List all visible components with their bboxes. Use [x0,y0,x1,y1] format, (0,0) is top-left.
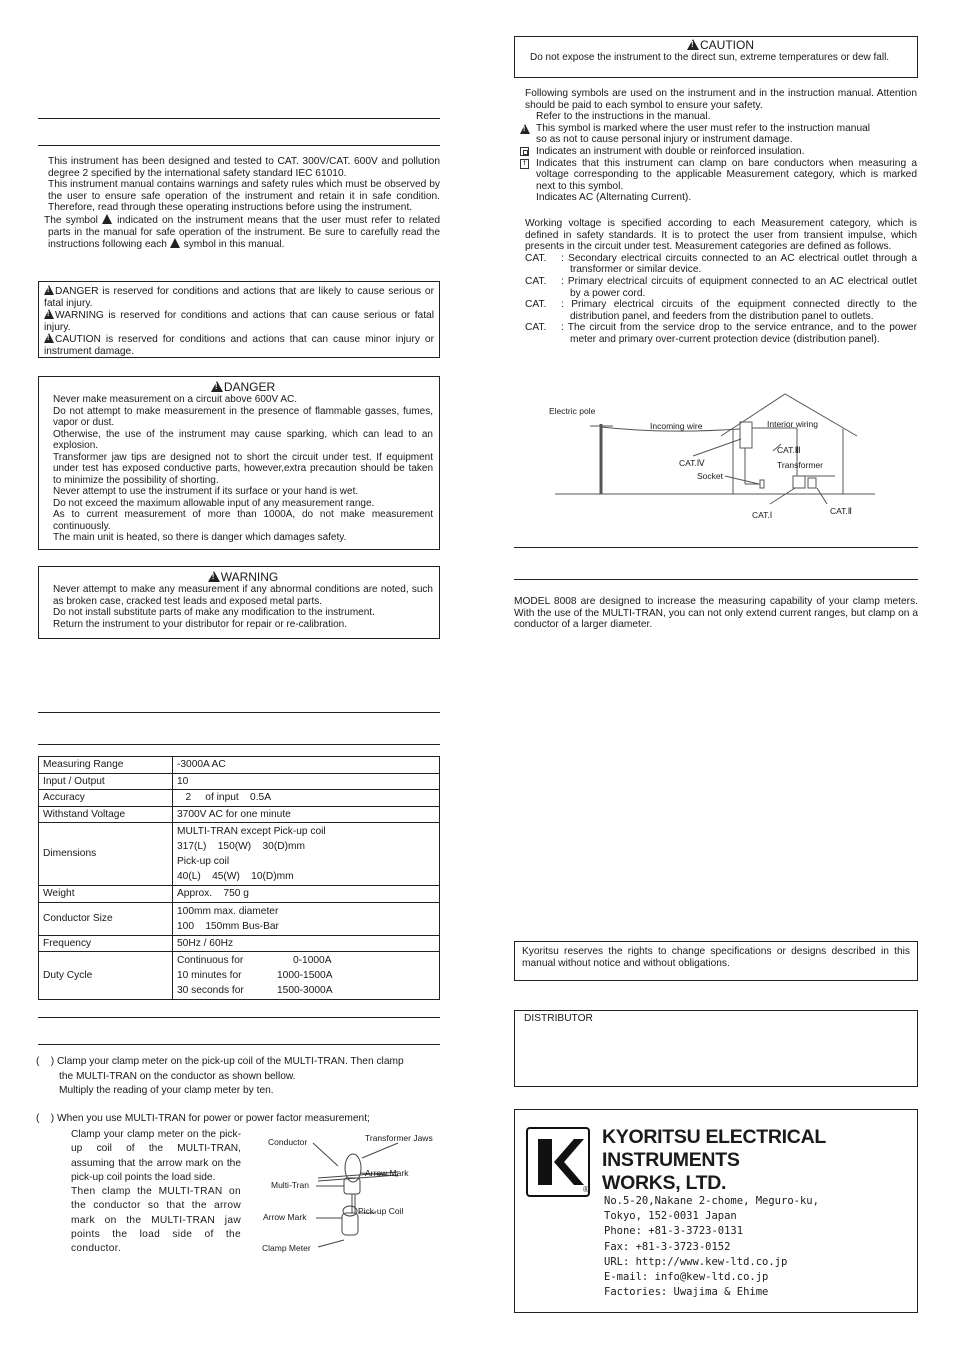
caution-box [514,36,918,78]
figure-label: Clamp Meter [262,1243,311,1253]
intro-paragraph: This instrument manual contains warnings and safety rules which must be observed by the user to ensure safe operation of the instrument and retain it in safe condition. Therefore, read through these operating instructions before using the instrument. [48,179,440,214]
multitran-drawing [258,1128,458,1258]
double-insulation-icon [520,147,529,156]
diagram-label: Transformer [777,460,823,470]
multitran-figure [258,1128,458,1258]
diagram-label: CAT.Ⅳ [679,458,705,468]
table-row: Weight Approx. 750 g [39,886,440,903]
figure-label: Transformer Jaws [365,1133,433,1143]
category-drawing [545,384,885,524]
category-item: CAT. : Primary electrical circuits of the equipment connected directly to the distribution panel, and feeders from the distribution panel to outlets. [525,299,917,322]
category-item: CAT. : Secondary electrical circuits connected to an AC electrical outlet through a transformer or similar device. [525,252,917,276]
company-contact: No.5-20,Nakane 2-chome, Meguro-ku, Tokyo, 152-0031 Japan Phone: +81-3-3723-0131 Fax: +81-3-3723-0152 URL: http://www.kew-ltd.co.jp E-mail: info@kew-ltd.co.jp Factories: Uwajima & Ehime [604,1195,819,1299]
usage-step-2: ( ) When you use MULTI-TRAN for power or power factor measurement; [36,1113,370,1124]
distributor-box [514,1010,918,1087]
danger-item: Transformer jaw tips are designed not to short the circuit under test. If equipment under test has exposed conductive parts, however,extra precaution should be taken to minimize the possibility of shorting. [53,451,433,486]
warning-icon [520,124,530,134]
signal-words-box [38,281,440,358]
danger-box [38,376,440,550]
warning-icon [208,571,220,582]
rights-box: Kyoritsu reserves the rights to change specifications or designs described in this manual without notice and without obligations. [514,941,918,981]
specification-table [38,756,440,1000]
figure-label: Arrow Mark [365,1168,409,1178]
diagram-label: Incoming wire [650,421,703,431]
warning-definition: !WARNING is reserved for conditions and actions that can cause serious or fatal injury. [44,309,434,333]
table-row: Input / Output 10 [39,773,440,790]
table-row: Frequency 50Hz / 60Hz [39,935,440,952]
section-rule [38,712,440,713]
kyoritsu-logo-icon [528,1129,588,1195]
table-row: Accuracy 2 of input 0.5A [39,790,440,807]
company-name: KYORITSU ELECTRICAL INSTRUMENTS WORKS, LTD. [602,1126,826,1194]
caution-definition: !CAUTION is reserved for conditions and actions that can cause minor injury or instrument damage. [44,333,434,357]
usage-step-1: ( ) Clamp your clamp meter on the pick-up coil of the MULTI-TRAN. Then clamp the MULTI-TRAN on the conductor as shown bellow. Multiply the reading of your clamp meter by ten. [36,1056,404,1097]
warning-item: Return the instrument to your distributor for repair or re-calibration. [53,618,348,630]
section-rule [38,1044,440,1045]
diagram-label: Electric pole [549,406,596,416]
danger-item: As to current measurement of more than 1000A, do not make measurement continuously. [53,509,433,532]
intro-paragraph: This instrument has been designed and tested to CAT. 300V/CAT. 600V and pollution degree 2 specified by the international safety standard IEC 61010. [48,156,440,179]
warning-icon [44,333,54,343]
figure-label: Conductor [268,1137,308,1147]
caution-title: !CAUTION [530,39,911,52]
intro-symbol-paragraph: The symbol ! indicated on the instrument means that the user must refer to related parts in the manual for safe operation of the instrument. Be sure to carefully read the instructions following each ! symbol in this manual. [44,214,440,251]
warning-icon [170,238,180,248]
warning-item: Do not install substitute parts of make any modification to the instrument. [53,607,375,618]
section-rule [38,145,440,146]
warning-icon [687,39,699,50]
table-row: Withstand Voltage 3700V AC for one minute [39,806,440,823]
diagram-label: CAT.Ⅰ [752,510,773,520]
features-text: MODEL 8008 are designed to increase the measuring capability of your clamp meters. With the use of the MULTI-TRAN, you can not only extend current ranges, but clamp on a conductor of a larger diameter. [514,596,918,631]
danger-item: Do not exceed the maximum allowable input of any measurement range. [53,497,375,509]
section-rule [514,579,918,580]
warning-icon [102,214,112,224]
table-row: Dimensions MULTI-TRAN except Pick-up coil 317(L) 150(W) 30(D)mm Pick-up coil 40(L) 45(W) 10(D)mm [39,823,440,886]
section-rule [38,744,440,745]
warning-box [38,566,440,639]
section-rule [38,118,440,119]
warning-icon [211,381,223,392]
danger-definition: !DANGER is reserved for conditions and actions that are likely to cause serious or fatal injury. [44,285,434,309]
danger-item: Otherwise, the use of the instrument may cause sparking, which can lead to an explosion. [53,428,433,451]
company-logo [526,1127,590,1197]
danger-item: Never attempt to use the instrument if its surface or your hand is wet. [53,486,359,497]
warning-title: !WARNING [53,570,433,584]
danger-item: Do not attempt to make measurement in the presence of flammable gasses, fumes, vapor or dust. [53,405,433,428]
diagram-label: Interior wiring [767,419,819,429]
diagram-label: CAT.Ⅱ [830,506,852,516]
diagram-label: CAT.Ⅲ [777,445,801,455]
warning-item: Never attempt to make any measurement if any abnormal conditions are noted, such as broken case, cracked test leads and exposed metal parts. [53,584,433,607]
company-box [514,1109,918,1313]
category-item: CAT. : Primary electrical circuits of equipment connected to an AC electrical outlet by a power cord. [525,275,917,299]
bare-conductor-icon: f [520,159,529,169]
intro-section [44,156,440,251]
diagram-label: Socket [697,471,723,481]
figure-label: Multi-Tran [271,1180,309,1190]
category-diagram [545,384,885,524]
figure-label: Pick-up Coil [358,1206,404,1216]
danger-item: The main unit is heated, so there is danger which damages safety. [53,532,347,543]
section-rule [514,547,918,548]
usage-step-2-text: Clamp your clamp meter on the pick-up coil of the MULTI-TRAN, assuming that the arrow mark on the pick-up coil points the load side. Then clamp the MULTI-TRAN on the conductor so that the arrow mark on the MULTI-TRAN jaw points the load side of the conductor. [71,1129,241,1255]
registered-mark: ® [583,1185,589,1194]
categories-section: Working voltage is specified according to each Measurement category, which is defined in safety standards. It is to protect the user from transient impulse, which presents in the circuit under test. Measurement categories are defined as follows. CAT. : Secondary electrical circuits connected to an AC electrical outlet through a transformer or similar device. CAT. : Primary electrical circuits of equipment connected to an AC electrical outlet by a power cord. CAT. : Primary electrical circuits of the equipment connected directly to the distribution panel, and feeders from the distribution panel to outlets. CAT. : The circuit from the service drop to the service entrance, and to the power meter and primary over-current protection device (distribution panel). [525,218,917,345]
danger-item: Never make measurement on a circuit above 600V AC. [53,394,298,405]
table-row: Duty Cycle Continuous for 0-1000A 10 minutes for 1000-1500A 30 seconds for 1500-3000A [39,952,440,1000]
section-rule [38,1017,440,1018]
warning-icon [44,285,54,295]
warning-icon [44,309,54,319]
symbols-section: Following symbols are used on the instrument and in the instruction manual. Attention should be paid to each symbol to ensure your safety. Refer to the instructions in the manual. ! This symbol is marked where the user must refer to the instruction manual so as not to cause personal injury or instrument damage. Indicates an instrument with double or reinforced insulation. f Indicates that this instrument can clamp on bare conductors when measuring a voltage corresponding to the applicable Measurement category, which is marked next to this symbol. Indicates AC (Alternating Current). [525,88,917,204]
danger-title: !DANGER [53,380,433,394]
danger-list [53,394,433,544]
category-item: CAT. : The circuit from the service drop to the service entrance, and to the power meter and primary over-current protection device (distribution panel). [525,322,917,345]
figure-label: Arrow Mark [263,1212,307,1222]
caution-text: Do not expose the instrument to the direct sun, extreme temperatures or dew fall. [530,52,890,63]
table-row: Conductor Size 100mm max. diameter 100 150mm Bus-Bar [39,902,440,935]
warning-list [53,584,433,630]
distributor-label: DISTRIBUTOR [524,1013,593,1024]
table-row: Measuring Range -3000A AC [39,757,440,774]
